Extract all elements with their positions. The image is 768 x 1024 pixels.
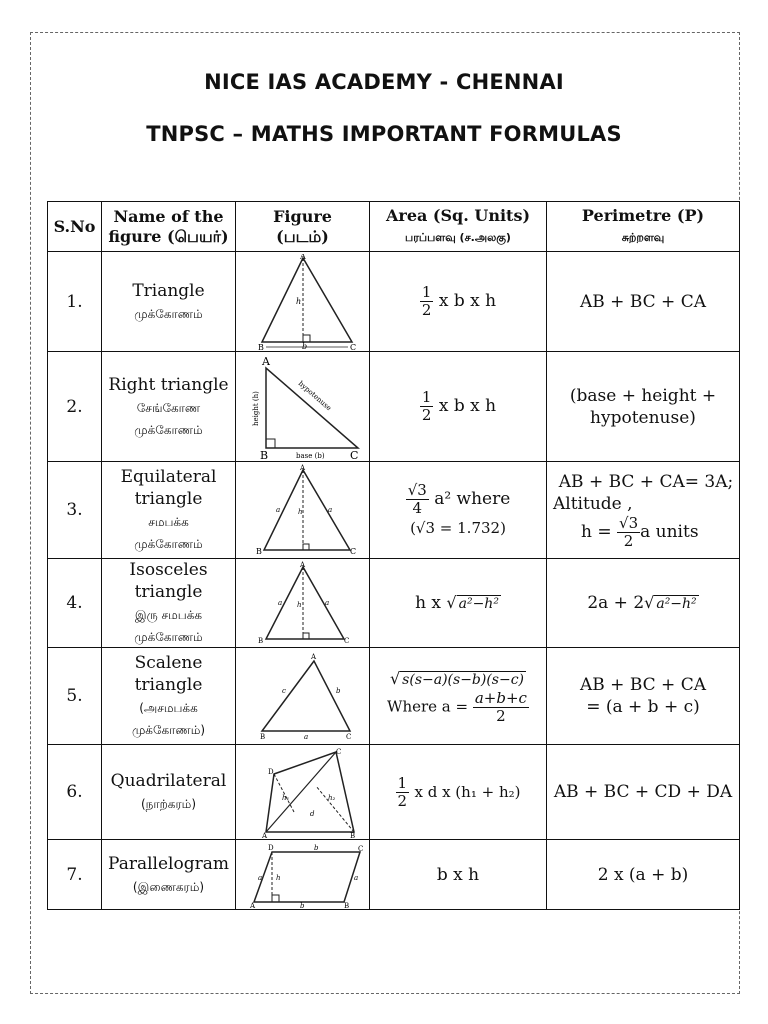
svg-text:a: a bbox=[353, 873, 358, 882]
col-name: Name of the figure (பெயர்) bbox=[102, 202, 236, 252]
svg-text:A: A bbox=[299, 464, 305, 472]
col-figure: Figure (படம்) bbox=[236, 202, 370, 252]
svg-text:B: B bbox=[343, 901, 349, 908]
figure-name: Triangle முக்கோணம் bbox=[102, 252, 236, 352]
svg-text:C: C bbox=[345, 733, 351, 741]
row-number: 4. bbox=[48, 559, 102, 648]
table-row bbox=[48, 252, 740, 352]
svg-text:a: a bbox=[277, 599, 282, 607]
area-formula: $\frac{√3}{4}$ a² where (√3 = 1.732) bbox=[370, 462, 547, 559]
svg-text:hypotenuse: hypotenuse bbox=[296, 378, 333, 412]
svg-text:B: B bbox=[259, 733, 265, 741]
area-formula: √ s(s−a)(s−b)(s−c) Where a = $\frac{a+b+c}{2}$ bbox=[370, 648, 547, 745]
svg-text:height (h): height (h) bbox=[251, 390, 260, 426]
svg-text:B: B bbox=[257, 637, 263, 645]
area-formula: $\frac{1}{2}$ x b x h bbox=[370, 252, 547, 352]
svg-text:A: A bbox=[249, 901, 255, 908]
perimeter-formula: AB + BC + CA = (a + b + c) bbox=[547, 648, 740, 745]
figure-cell bbox=[236, 462, 370, 559]
table-row bbox=[48, 559, 740, 648]
figure-cell bbox=[236, 252, 370, 352]
figure-name: Isosceles triangle இரு சமபக்க முக்கோணம் bbox=[102, 559, 236, 648]
svg-text:c: c bbox=[281, 687, 286, 695]
perimeter-formula: 2a + 2√ a²−h² bbox=[547, 559, 740, 648]
figure-cell bbox=[236, 648, 370, 745]
isosceles-triangle-figure bbox=[240, 561, 366, 645]
svg-text:D: D bbox=[267, 768, 274, 776]
perimeter-formula: AB + BC + CA= 3A; Altitude , h = $\frac{√3}{2}$ a units bbox=[547, 462, 740, 559]
row-number: 1. bbox=[48, 252, 102, 352]
triangle-figure bbox=[240, 254, 366, 350]
figure-name: Scalene triangle (அசமபக்க முக்கோணம்) bbox=[102, 648, 236, 745]
svg-text:h₂: h₂ bbox=[327, 794, 335, 802]
svg-text:h: h bbox=[296, 601, 302, 609]
svg-text:a: a bbox=[324, 599, 329, 607]
svg-text:h: h bbox=[295, 296, 301, 306]
document-subtitle: TNPSC – MATHS IMPORTANT FORMULAS bbox=[146, 122, 622, 146]
row-number: 5. bbox=[48, 648, 102, 745]
area-formula: $\frac{1}{2}$ x d x (h₁ + h₂) bbox=[370, 745, 547, 840]
area-formula: h x √ a²−h² bbox=[370, 559, 547, 648]
svg-text:C: C bbox=[357, 844, 363, 853]
svg-text:a: a bbox=[303, 733, 308, 741]
svg-text:A: A bbox=[261, 832, 267, 838]
row-number: 7. bbox=[48, 840, 102, 910]
row-number: 6. bbox=[48, 745, 102, 840]
table-row bbox=[48, 352, 740, 462]
svg-text:C: C bbox=[335, 748, 341, 756]
figure-name: Equilateral triangle சமபக்க முக்கோணம் bbox=[102, 462, 236, 559]
figure-cell bbox=[236, 745, 370, 840]
svg-text:C: C bbox=[349, 342, 356, 350]
perimeter-formula: 2 x (a + b) bbox=[547, 840, 740, 910]
right-triangle-figure bbox=[240, 354, 366, 460]
quadrilateral-figure bbox=[240, 746, 366, 838]
figure-name: Right triangle சேங்கோண முக்கோணம் bbox=[102, 352, 236, 462]
figure-cell bbox=[236, 840, 370, 910]
svg-text:a: a bbox=[257, 873, 262, 882]
col-area: Area (Sq. Units) பரப்பளவு (ச.அலகு) bbox=[370, 202, 547, 252]
perimeter-formula: AB + BC + CA bbox=[547, 252, 740, 352]
svg-text:B: B bbox=[257, 342, 264, 350]
svg-text:h₁: h₁ bbox=[281, 794, 289, 802]
svg-text:B: B bbox=[259, 448, 268, 460]
area-formula: b x h bbox=[370, 840, 547, 910]
svg-text:A: A bbox=[299, 253, 306, 261]
svg-text:C: C bbox=[343, 637, 349, 645]
col-perimeter: Perimetre (P) சுற்றளவு bbox=[547, 202, 740, 252]
svg-text:C: C bbox=[349, 547, 356, 556]
svg-text:a: a bbox=[275, 506, 280, 514]
scalene-triangle-figure bbox=[240, 651, 366, 741]
figure-name: Parallelogram (இணைகரம்) bbox=[102, 840, 236, 910]
row-number: 3. bbox=[48, 462, 102, 559]
table-row bbox=[48, 840, 740, 910]
svg-text:h: h bbox=[275, 873, 281, 882]
table-row bbox=[48, 462, 740, 559]
table-row bbox=[48, 648, 740, 745]
perimeter-formula: (base + height + hypotenuse) bbox=[547, 352, 740, 462]
svg-text:C: C bbox=[349, 448, 358, 460]
svg-text:b: b bbox=[301, 341, 307, 350]
svg-text:b: b bbox=[335, 687, 340, 695]
table-row bbox=[48, 745, 740, 840]
svg-text:d: d bbox=[309, 810, 314, 818]
figure-cell bbox=[236, 559, 370, 648]
svg-text:B: B bbox=[255, 547, 262, 556]
equilateral-triangle-figure bbox=[240, 464, 366, 556]
svg-text:base (b): base (b) bbox=[295, 451, 325, 460]
row-number: 2. bbox=[48, 352, 102, 462]
svg-text:A: A bbox=[299, 561, 305, 569]
perimeter-formula: AB + BC + CD + DA bbox=[547, 745, 740, 840]
parallelogram-figure bbox=[240, 842, 366, 908]
academy-title: NICE IAS ACADEMY - CHENNAI bbox=[204, 70, 564, 94]
svg-text:a: a bbox=[327, 506, 332, 514]
svg-text:h: h bbox=[297, 508, 303, 516]
figure-name: Quadrilateral (நாற்கரம்) bbox=[102, 745, 236, 840]
svg-text:b: b bbox=[299, 901, 304, 908]
svg-text:A: A bbox=[310, 653, 316, 661]
svg-text:b: b bbox=[313, 843, 318, 852]
col-sno: S.No bbox=[48, 202, 102, 252]
area-formula: $\frac{1}{2}$ x b x h bbox=[370, 352, 547, 462]
svg-text:B: B bbox=[349, 832, 355, 838]
svg-text:A: A bbox=[261, 354, 270, 368]
formula-table bbox=[47, 201, 740, 910]
svg-text:D: D bbox=[267, 843, 274, 852]
table-header bbox=[48, 202, 740, 252]
figure-cell bbox=[236, 352, 370, 462]
